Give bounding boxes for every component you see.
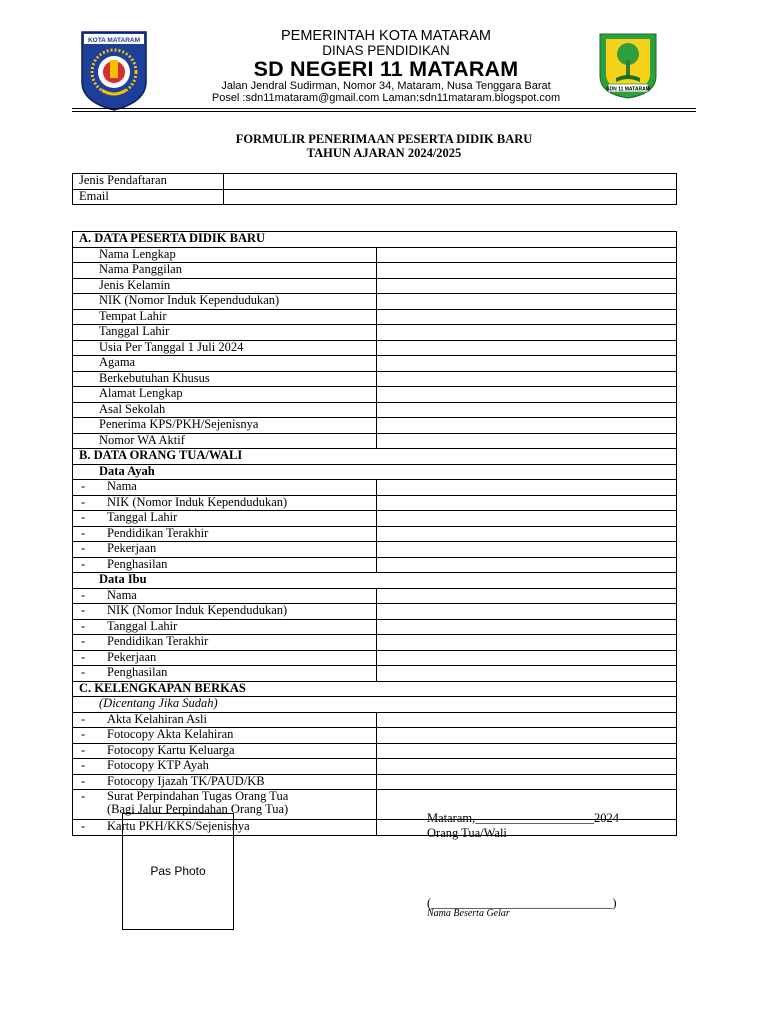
field-label: Nama Panggilan bbox=[73, 263, 377, 279]
checkbox-cell[interactable] bbox=[377, 774, 677, 790]
field-label: Nama Lengkap bbox=[73, 247, 377, 263]
field-label: Penerima KPS/PKH/Sejenisnya bbox=[73, 418, 377, 434]
table-row bbox=[73, 635, 677, 651]
kota-mataram-logo-text: KOTA MATARAM bbox=[87, 37, 141, 44]
dash: - bbox=[81, 525, 86, 540]
field-label: Jenis Kelamin bbox=[73, 278, 377, 294]
table-row bbox=[73, 542, 677, 558]
table-row bbox=[73, 340, 677, 356]
table-row bbox=[73, 557, 677, 573]
field-label: Surat Perpindahan Tugas Orang Tua bbox=[107, 789, 289, 803]
table-row bbox=[73, 294, 677, 310]
table-row bbox=[73, 495, 677, 511]
signature-place-date: Mataram,___________________2024 bbox=[427, 811, 619, 825]
sdn11-logo-text: SDN 11 MATARAM bbox=[606, 86, 650, 93]
section-a-header-row bbox=[73, 232, 677, 248]
form-title: FORMULIR PENERIMAAN PESERTA DIDIK BARU bbox=[235, 132, 533, 146]
table-row bbox=[73, 247, 677, 263]
email-label: Email bbox=[73, 189, 224, 205]
dash: - bbox=[81, 618, 86, 633]
field-value[interactable] bbox=[377, 340, 677, 356]
field-label: Pendidikan Terakhir bbox=[107, 525, 209, 540]
dash: - bbox=[81, 634, 86, 648]
table-row bbox=[73, 526, 677, 542]
field-value[interactable] bbox=[377, 495, 677, 511]
field-value[interactable] bbox=[377, 635, 677, 651]
table-row bbox=[73, 325, 677, 341]
letterhead-school-name: SD NEGERI 11 MATARAM bbox=[253, 57, 519, 81]
dash: - bbox=[81, 479, 86, 493]
field-value[interactable] bbox=[377, 247, 677, 263]
dash: - bbox=[81, 541, 86, 555]
table-row bbox=[73, 189, 677, 205]
letterhead-government: PEMERINTAH KOTA MATARAM bbox=[281, 28, 491, 44]
field-label: Berkebutuhan Khusus bbox=[73, 371, 377, 387]
dash: - bbox=[81, 742, 86, 757]
table-row bbox=[73, 511, 677, 527]
field-label: Pekerjaan bbox=[107, 649, 157, 664]
field-label: Kartu PKH/KKS/Sejenisnya bbox=[107, 819, 250, 833]
field-value[interactable] bbox=[377, 309, 677, 325]
table-row bbox=[73, 387, 677, 403]
table-row bbox=[73, 728, 677, 744]
table-row bbox=[73, 356, 677, 372]
field-value[interactable] bbox=[377, 325, 677, 341]
letterhead-contact: Posel :sdn11mataram@gmail.com Laman:sdn11mataram.blogspot.com bbox=[211, 92, 561, 104]
dash: - bbox=[81, 649, 86, 664]
section-b-heading: B. DATA ORANG TUA/WALI bbox=[73, 449, 677, 465]
field-label-note: (Bagi Jalur Perpindahan Orang Tua) bbox=[107, 802, 289, 816]
field-value[interactable] bbox=[377, 526, 677, 542]
section-c-header-row bbox=[73, 681, 677, 697]
field-label: Tanggal Lahir bbox=[107, 618, 178, 633]
section-c-note: (Dicentang Jika Sudah) bbox=[73, 697, 677, 713]
field-label: Fotocopy Akta Kelahiran bbox=[107, 727, 234, 741]
field-value[interactable] bbox=[377, 356, 677, 372]
table-row bbox=[73, 712, 677, 728]
table-row bbox=[73, 774, 677, 790]
field-label: Nama bbox=[107, 479, 137, 493]
dash: - bbox=[81, 711, 86, 726]
field-label: Nomor WA Aktif bbox=[73, 433, 377, 449]
ibu-subheader-row bbox=[73, 573, 677, 589]
letterhead-department: DINAS PENDIDIKAN bbox=[322, 43, 450, 58]
photo-box-label: Pas Photo bbox=[150, 864, 206, 878]
table-row bbox=[73, 743, 677, 759]
signature-name-line: (_____________________________) bbox=[427, 896, 617, 910]
field-value[interactable] bbox=[377, 542, 677, 558]
checkbox-cell[interactable] bbox=[377, 743, 677, 759]
checkbox-cell[interactable] bbox=[377, 712, 677, 728]
data-ibu-label: Data Ibu bbox=[73, 573, 677, 589]
field-label: Tanggal Lahir bbox=[73, 325, 377, 341]
field-label: NIK (Nomor Induk Kependudukan) bbox=[107, 494, 288, 509]
field-value[interactable] bbox=[377, 604, 677, 620]
field-value[interactable] bbox=[377, 387, 677, 403]
form-subtitle: TAHUN AJARAN 2024/2025 bbox=[306, 146, 462, 160]
section-c-note-row bbox=[73, 697, 677, 713]
checkbox-cell[interactable] bbox=[377, 728, 677, 744]
dash: - bbox=[81, 556, 86, 571]
letterhead-rule-thin bbox=[72, 111, 696, 112]
dash: - bbox=[81, 789, 86, 803]
table-row bbox=[73, 650, 677, 666]
field-label: Penghasilan bbox=[107, 556, 168, 571]
table-row bbox=[73, 480, 677, 496]
dash: - bbox=[81, 773, 86, 788]
field-value[interactable] bbox=[377, 402, 677, 418]
field-label: Agama bbox=[73, 356, 377, 372]
field-label: Fotocopy Kartu Keluarga bbox=[107, 742, 235, 757]
table-row bbox=[73, 604, 677, 620]
table-row bbox=[73, 174, 677, 190]
field-label: Asal Sekolah bbox=[73, 402, 377, 418]
field-label: Tempat Lahir bbox=[73, 309, 377, 325]
table-row bbox=[73, 309, 677, 325]
email-field[interactable] bbox=[224, 189, 677, 205]
field-label: Nama bbox=[107, 587, 137, 602]
letterhead-rule bbox=[72, 108, 696, 109]
field-value[interactable] bbox=[377, 480, 677, 496]
table-row bbox=[73, 619, 677, 635]
table-row bbox=[73, 433, 677, 449]
photo-box bbox=[122, 813, 234, 930]
table-row bbox=[73, 263, 677, 279]
table-row bbox=[73, 371, 677, 387]
letterhead-address: Jalan Jendral Sudirman, Nomor 34, Mataram, Nusa Tenggara Barat bbox=[221, 80, 551, 92]
dash: - bbox=[81, 603, 86, 617]
table-row bbox=[73, 666, 677, 682]
section-c-heading: C. KELENGKAPAN BERKAS bbox=[73, 681, 677, 697]
field-label: Pekerjaan bbox=[107, 541, 157, 555]
dash: - bbox=[81, 587, 86, 602]
table-row bbox=[73, 418, 677, 434]
field-label: NIK (Nomor Induk Kependudukan) bbox=[73, 294, 377, 310]
field-label: Tanggal Lahir bbox=[107, 510, 178, 524]
dash: - bbox=[81, 494, 86, 509]
section-a-heading: A. DATA PESERTA DIDIK BARU bbox=[73, 232, 677, 248]
field-value[interactable] bbox=[377, 588, 677, 604]
checkbox-cell[interactable] bbox=[377, 759, 677, 775]
field-label: Fotocopy Ijazah TK/PAUD/KB bbox=[107, 773, 265, 788]
kota-mataram-logo bbox=[80, 30, 148, 112]
field-value[interactable] bbox=[377, 511, 677, 527]
ayah-subheader-row bbox=[73, 464, 677, 480]
field-label: Pendidikan Terakhir bbox=[107, 634, 209, 648]
table-row bbox=[73, 402, 677, 418]
signature-caption: Nama Beserta Gelar bbox=[427, 908, 510, 919]
dash: - bbox=[81, 510, 86, 524]
registration-table bbox=[72, 173, 677, 205]
student-data-table bbox=[72, 231, 677, 836]
section-b-header-row bbox=[73, 449, 677, 465]
field-value[interactable] bbox=[377, 418, 677, 434]
table-row bbox=[73, 759, 677, 775]
field-value[interactable] bbox=[377, 278, 677, 294]
field-value[interactable] bbox=[377, 650, 677, 666]
field-value[interactable] bbox=[377, 557, 677, 573]
sdn11-logo bbox=[594, 30, 662, 100]
field-value[interactable] bbox=[377, 294, 677, 310]
table-row bbox=[73, 588, 677, 604]
table-row bbox=[73, 278, 677, 294]
field-value[interactable] bbox=[377, 666, 677, 682]
field-value[interactable] bbox=[377, 433, 677, 449]
dash: - bbox=[81, 819, 86, 833]
field-label: Fotocopy KTP Ayah bbox=[107, 758, 209, 772]
field-value[interactable] bbox=[377, 619, 677, 635]
data-ayah-label: Data Ayah bbox=[73, 464, 677, 480]
dash: - bbox=[81, 758, 86, 772]
field-label: Usia Per Tanggal 1 Juli 2024 bbox=[73, 340, 377, 356]
field-label: Alamat Lengkap bbox=[73, 387, 377, 403]
signature-role: Orang Tua/Wali bbox=[427, 826, 507, 840]
jenis-pendaftaran-label: Jenis Pendaftaran bbox=[73, 174, 224, 190]
field-label: Penghasilan bbox=[107, 665, 168, 679]
field-value[interactable] bbox=[377, 263, 677, 279]
dash: - bbox=[81, 665, 86, 679]
field-label: NIK (Nomor Induk Kependudukan) bbox=[107, 603, 288, 617]
field-label: Akta Kelahiran Asli bbox=[107, 711, 207, 726]
field-value[interactable] bbox=[377, 371, 677, 387]
jenis-pendaftaran-field[interactable] bbox=[224, 174, 677, 190]
dash: - bbox=[81, 727, 86, 741]
